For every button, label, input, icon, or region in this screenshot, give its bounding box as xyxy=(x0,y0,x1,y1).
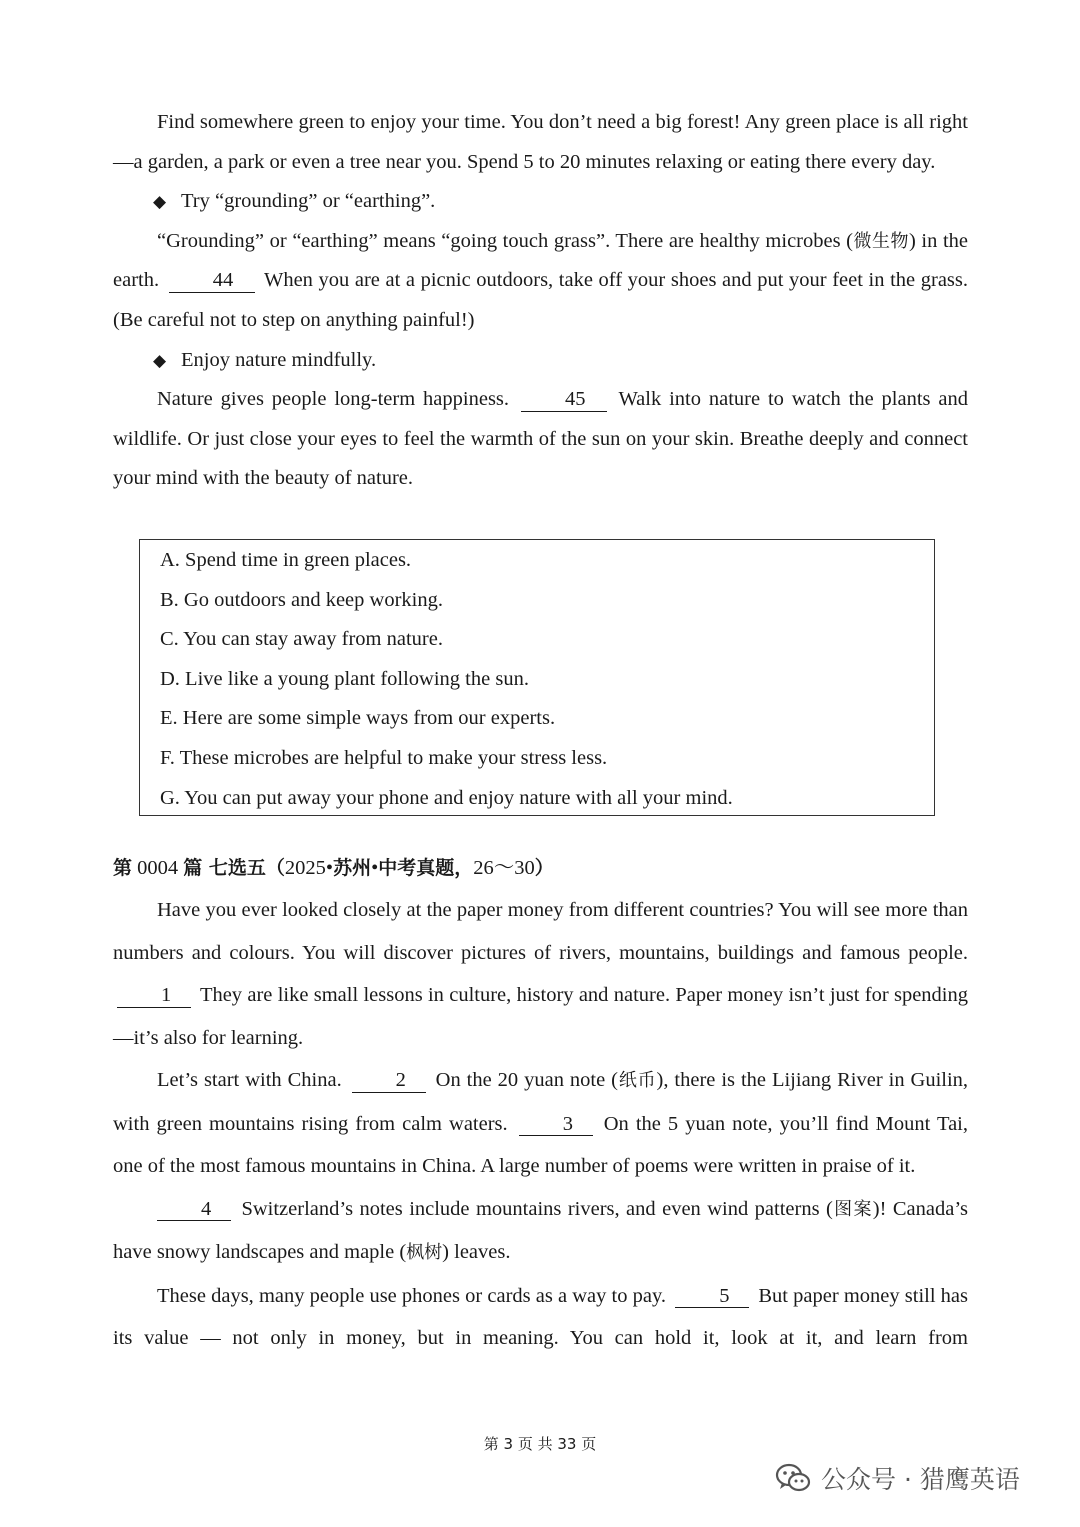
answer-blank-1[interactable]: 1 xyxy=(117,985,191,1008)
paragraph-payment: These days, many people use phones or cards as a way to pay. 5 But paper money still has its value — not only in money, but in meaning. You can hold it, look at it, and learn from xyxy=(113,1284,969,1349)
bullet-mindful: ◆ Enjoy nature mindfully. xyxy=(113,341,968,381)
answer-blank-5[interactable]: 5 xyxy=(675,1286,749,1309)
paragraph-nature: Nature gives people long-term happiness. 45 Walk into nature to watch the plants and wildlife. Or just close your eyes to feel the warmth of the sun on your skin. Breathe deeply and connect your mind with the beauty of nature. xyxy=(113,388,968,490)
wechat-watermark xyxy=(775,1456,1020,1500)
paragraph-china: Let’s start with China. 2 On the 20 yuan note (纸币), there is the Lijiang River in Guilin, with green mountains rising from calm waters. 3 On the 5 yuan note, you’ll find Mount Tai, one of the most famous mountains in China. A large number of poems were written in praise of it. xyxy=(113,1069,969,1177)
paragraph-switzerland: 4 Switzerland’s notes include mountains rivers, and even wind patterns (图案)! Canada’s have snowy landscapes and maple (枫树) leaves. xyxy=(113,1197,969,1263)
option-c: C. You can stay away from nature. xyxy=(160,628,443,651)
answer-blank-4[interactable]: 4 xyxy=(157,1199,231,1222)
option-e: E. Here are some simple ways from our experts. xyxy=(160,707,556,730)
answer-blank-2[interactable]: 2 xyxy=(352,1070,426,1093)
passage-section-2 xyxy=(113,889,968,1360)
page-footer: 第 3 页 共 33 页 xyxy=(483,1435,597,1453)
passage-section-1 xyxy=(113,103,968,499)
wechat-icon xyxy=(775,1462,811,1494)
option-b: B. Go outdoors and keep working. xyxy=(160,588,443,611)
option-g: G. You can put away your phone and enjoy nature with all your mind. xyxy=(160,786,733,809)
paragraph-paper-money: Have you ever looked closely at the paper money from different countries? You will see more than numbers and colours. You will discover pictures of rivers, mountains, buildings and famous people. 1 They are like small lessons in culture, history and nature. Paper money isn’t just for spending—it’s also for learning. xyxy=(113,899,968,1049)
watermark-text: 公众号 · 猎鹰英语 xyxy=(821,1465,1020,1494)
options-box xyxy=(139,539,935,816)
answer-blank-3[interactable]: 3 xyxy=(519,1114,593,1137)
paragraph-grounding: “Grounding” or “earthing” means “going touch grass”. There are healthy microbes (微生物) in the earth. 44 When you are at a picnic outdoors, take off your shoes and put your feet in the grass. (Be careful not to step on anything painful!) xyxy=(113,229,969,331)
paragraph-green-places: Find somewhere green to enjoy your time. You don’t need a big forest! Any green place is all right—a garden, a park or even a tree near you. Spend 5 to 20 minutes relaxing or eating there every day. xyxy=(113,111,968,173)
section-heading: 第 0004 篇 七选五（2025•苏州•中考真题，26～30） xyxy=(113,857,554,879)
option-d: D. Live like a young plant following the sun. xyxy=(160,667,529,690)
answer-blank-45[interactable]: 45 xyxy=(521,389,607,412)
diamond-bullet-icon: ◆ xyxy=(153,350,167,370)
diamond-bullet-icon: ◆ xyxy=(153,192,167,212)
option-f: F. These microbes are helpful to make your stress less. xyxy=(160,746,608,769)
option-a: A. Spend time in green places. xyxy=(160,549,412,571)
bullet-grounding: ◆ Try “grounding” or “earthing”. xyxy=(113,182,968,222)
answer-blank-44[interactable]: 44 xyxy=(169,270,255,293)
